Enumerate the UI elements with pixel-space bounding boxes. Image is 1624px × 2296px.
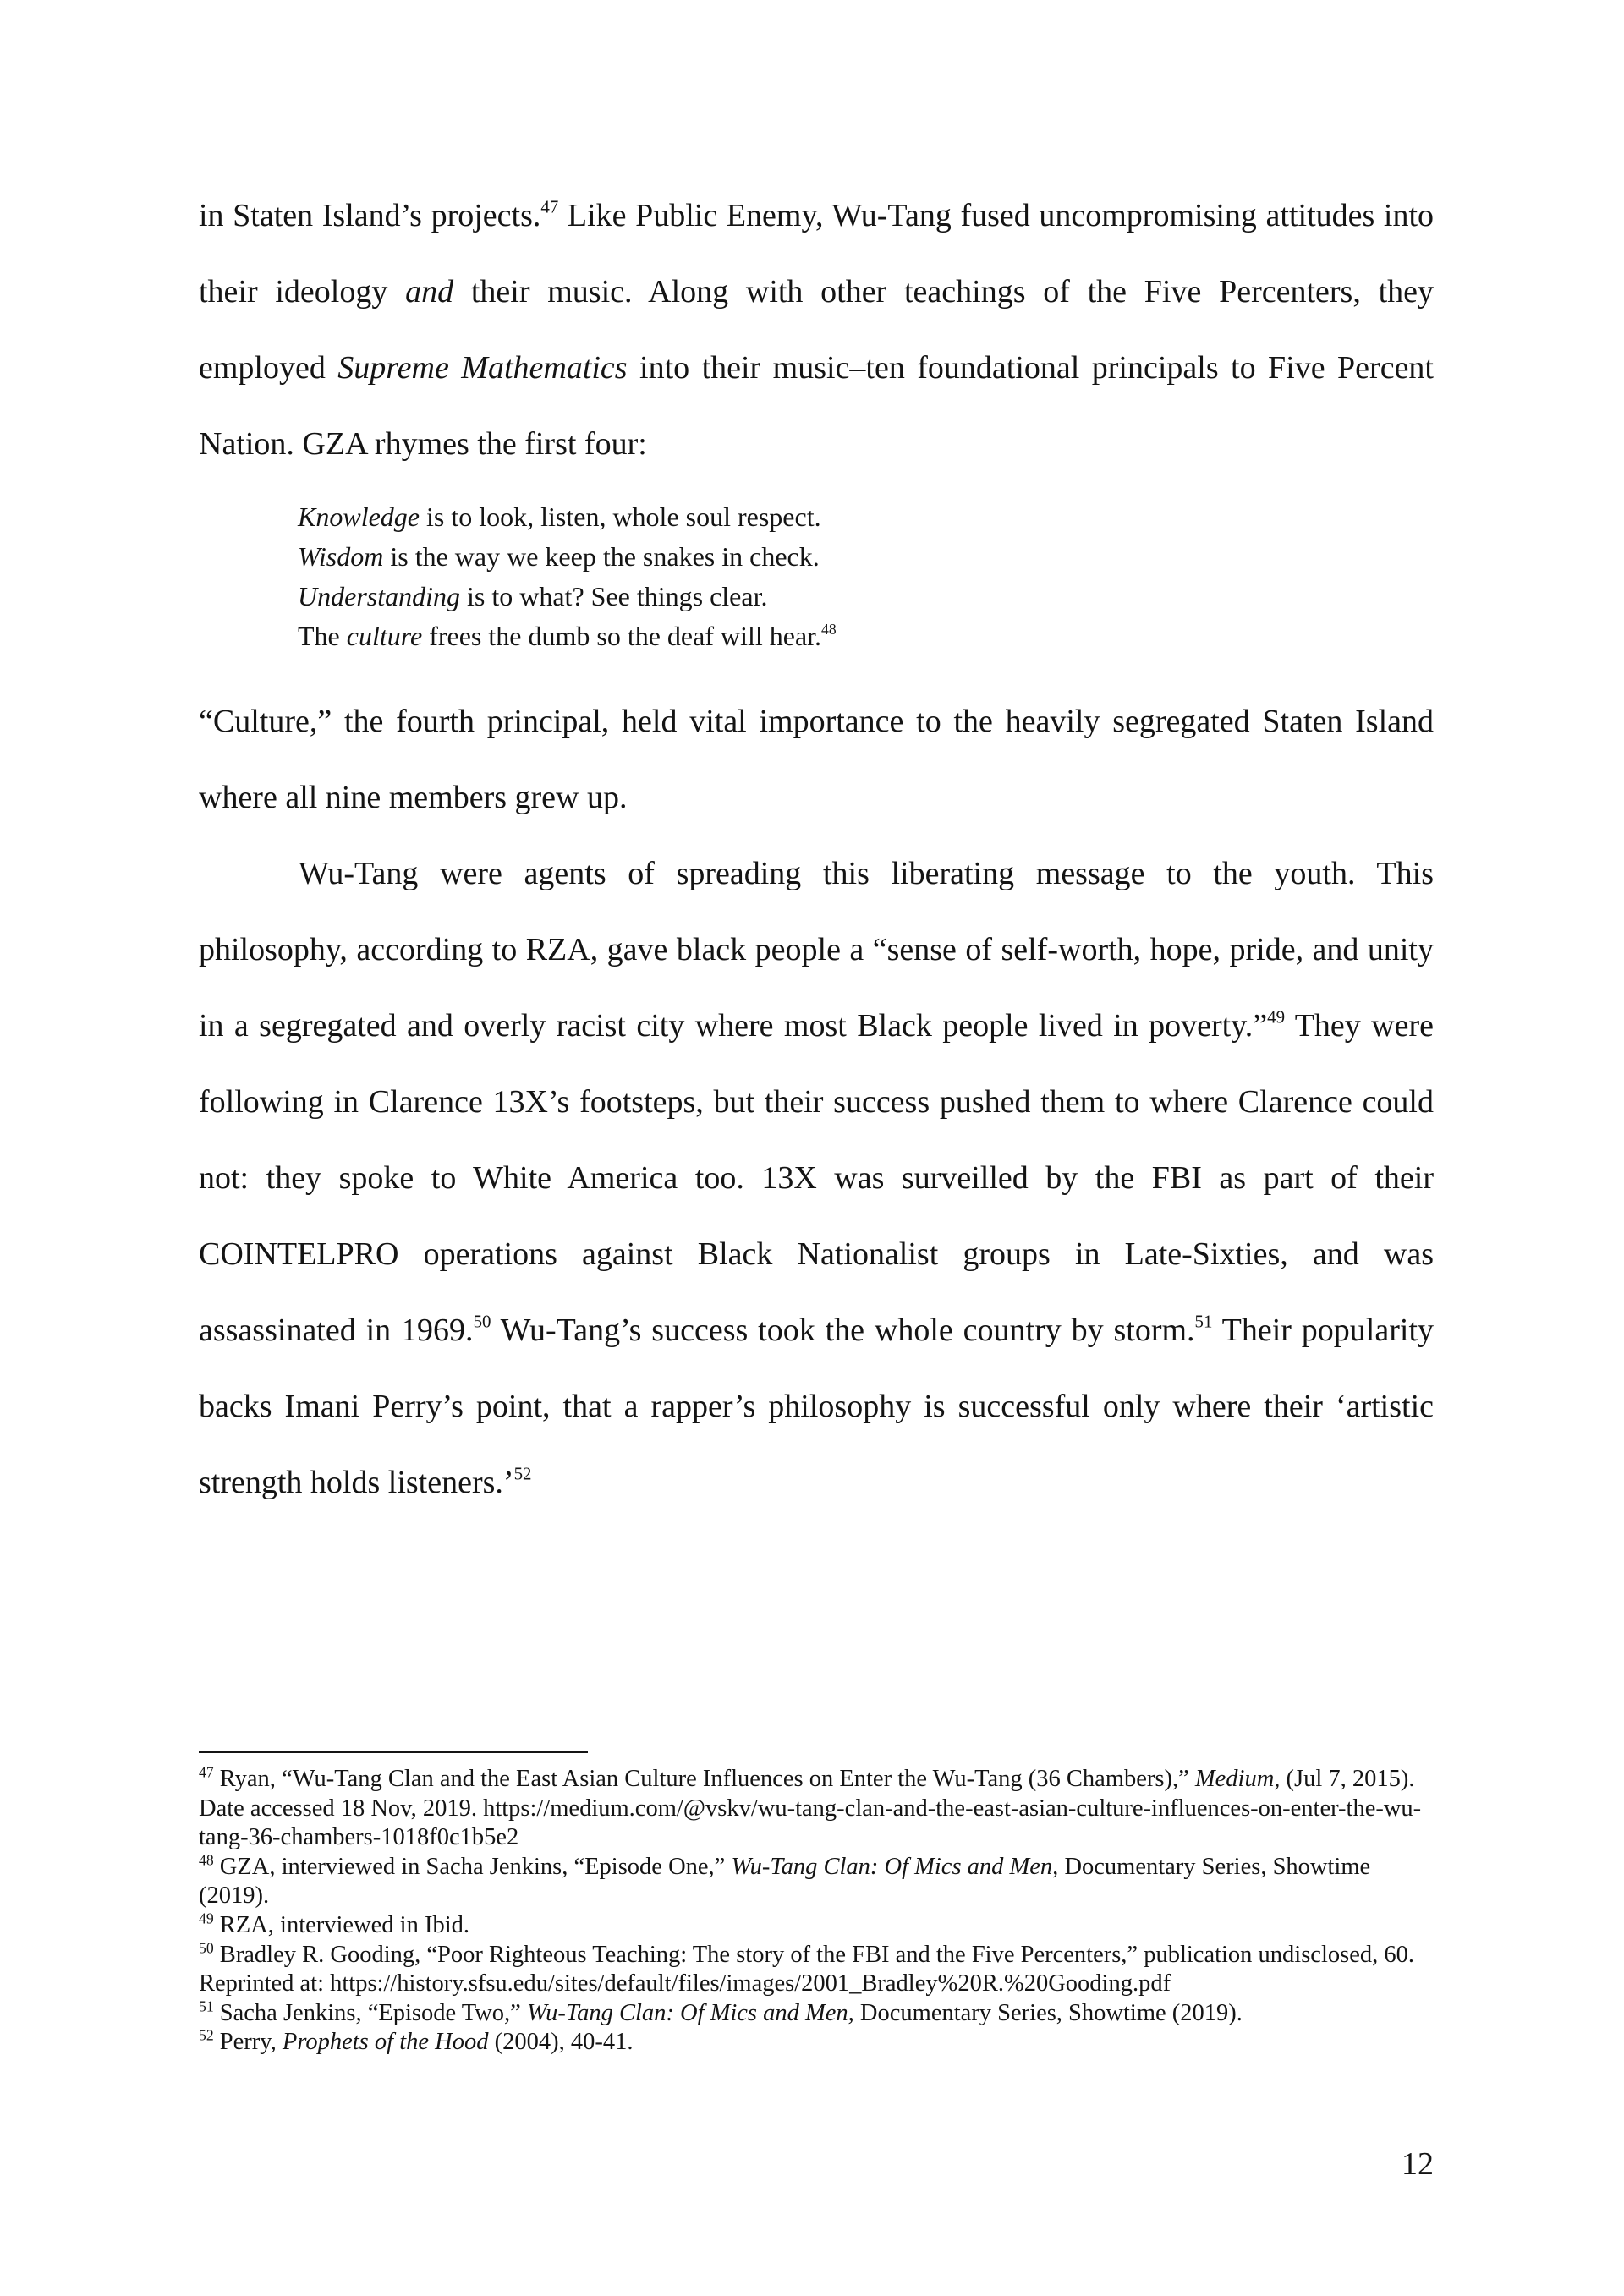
text-run: is the way we keep the snakes in check.	[383, 541, 820, 572]
italic-text: Understanding	[298, 581, 460, 611]
page-number: 12	[1402, 2146, 1434, 2182]
footnote	[199, 1765, 1434, 1853]
italic-text: Medium,	[1194, 1766, 1281, 1792]
footnote	[199, 1853, 1434, 1911]
quote-line	[298, 577, 837, 616]
text-run: RZA, interviewed in Ibid.	[213, 1911, 470, 1938]
text-run: frees the dumb so the deaf will hear.	[422, 621, 822, 651]
footnote-marker: 51	[199, 1997, 214, 2015]
quote-line	[298, 497, 837, 537]
text-run: into their music–ten foundational principals to Five Percent Nation. GZA rhymes the first four:	[199, 350, 1434, 462]
italic-text: Wu-Tang Clan: Of Mics and Men,	[526, 1999, 854, 2026]
footnote-marker: 52	[513, 1463, 532, 1484]
footnote-marker: 48	[199, 1851, 214, 1869]
footnote-marker: 50	[473, 1311, 491, 1332]
italic-text: culture	[346, 621, 423, 651]
body-text-top	[199, 178, 1434, 482]
text-run: “Culture,” the fourth principal, held vital importance to the heavily segregated Staten Island where all nine members grew up.	[199, 704, 1434, 815]
text-run: Documentary Series, Showtime (2019).	[853, 1999, 1243, 2026]
text-run: (Jul 7, 2015). Date accessed 18 Nov, 2019. https://medium.com/@vskv/wu-tang-clan-and-the-east-asian-culture-influences-on-enter-the-wu-tang-36-chambers-1018f0c1b5e2	[199, 1766, 1422, 1851]
text-run: Bradley R. Gooding, “Poor Righteous Teaching: The story of the FBI and the Five Percenters,” publication undisclosed, 60. Reprinted at: https://history.sfsu.edu/sites/default/files/images/2001_Bradley%20R.%20Gooding.pdf	[199, 1941, 1414, 1997]
block-quote	[298, 497, 837, 656]
text-run: (2004), 40-41.	[488, 2029, 634, 2056]
text-run: They were following in Clarence 13X’s footsteps, but their success pushed them to where Clarence could not: they spoke to White America too. 13X was surveilled by the FBI as part of their COINTELPRO operations against Black Nationalist groups in Late-Sixties, and was assassinated in 1969.	[199, 1008, 1434, 1348]
footnote	[199, 1938, 1434, 1999]
text-run: The	[298, 621, 347, 651]
footnote-marker: 52	[199, 2026, 214, 2044]
footnotes	[199, 1765, 1434, 2058]
text-run: in Staten Island’s projects.	[199, 198, 541, 233]
text-run: Like Public Enemy, Wu-Tang fused uncompromising attitudes into their ideology	[199, 198, 1434, 310]
footnote	[199, 1999, 1434, 2029]
text-run: their music. Along with other teachings of the Five Percenters, they employed	[199, 274, 1434, 386]
italic-text: Wisdom	[298, 541, 384, 572]
text-run: is to look, listen, whole soul respect.	[419, 501, 821, 532]
footnote-marker: 47	[540, 196, 559, 217]
paragraph	[199, 178, 1434, 482]
footnote	[199, 1911, 1434, 1941]
text-run: Perry,	[213, 2029, 283, 2056]
paragraph	[199, 683, 1434, 836]
text-run: Documentary Series, Showtime (2019).	[199, 1853, 1371, 1910]
body-text-bottom	[199, 683, 1434, 1521]
footnote-marker: 49	[199, 1910, 214, 1927]
footnote-marker: 47	[199, 1763, 214, 1781]
text-run: Sacha Jenkins, “Episode Two,”	[213, 1999, 527, 2026]
text-run: Their popularity backs Imani Perry’s point, that a rapper’s philosophy is successful only where their ‘artistic strength holds listeners.’	[199, 1312, 1434, 1500]
footnote-marker: 50	[199, 1938, 214, 1956]
footnote-marker: 48	[821, 620, 837, 638]
italic-text: and	[405, 274, 454, 310]
quote-line	[298, 616, 837, 656]
text-run: Wu-Tang were agents of spreading this liberating message to the youth. This philosophy, according to RZA, gave black people a “sense of self-worth, hope, pride, and unity in a segregated and overly racist city where most Black people lived in poverty.”	[199, 856, 1434, 1044]
text-run: Ryan, “Wu-Tang Clan and the East Asian Culture Influences on Enter the Wu-Tang (36 Chambers),”	[213, 1766, 1195, 1792]
italic-text: Supreme Mathematics	[337, 350, 628, 386]
footnote-marker: 51	[1194, 1311, 1213, 1332]
footnote-separator	[199, 1751, 588, 1753]
italic-text: Knowledge	[298, 501, 420, 532]
text-run: is to what? See things clear.	[460, 581, 768, 611]
quote-line	[298, 537, 837, 577]
footnote	[199, 2028, 1434, 2058]
footnote-marker: 49	[1267, 1006, 1286, 1027]
text-run: GZA, interviewed in Sacha Jenkins, “Episode One,”	[213, 1853, 732, 1880]
paragraph-indented	[199, 836, 1434, 1521]
italic-text: Wu-Tang Clan: Of Mics and Men,	[731, 1853, 1059, 1880]
text-run: Wu-Tang’s success took the whole country by storm.	[491, 1312, 1195, 1348]
italic-text: Prophets of the Hood	[282, 2029, 489, 2056]
